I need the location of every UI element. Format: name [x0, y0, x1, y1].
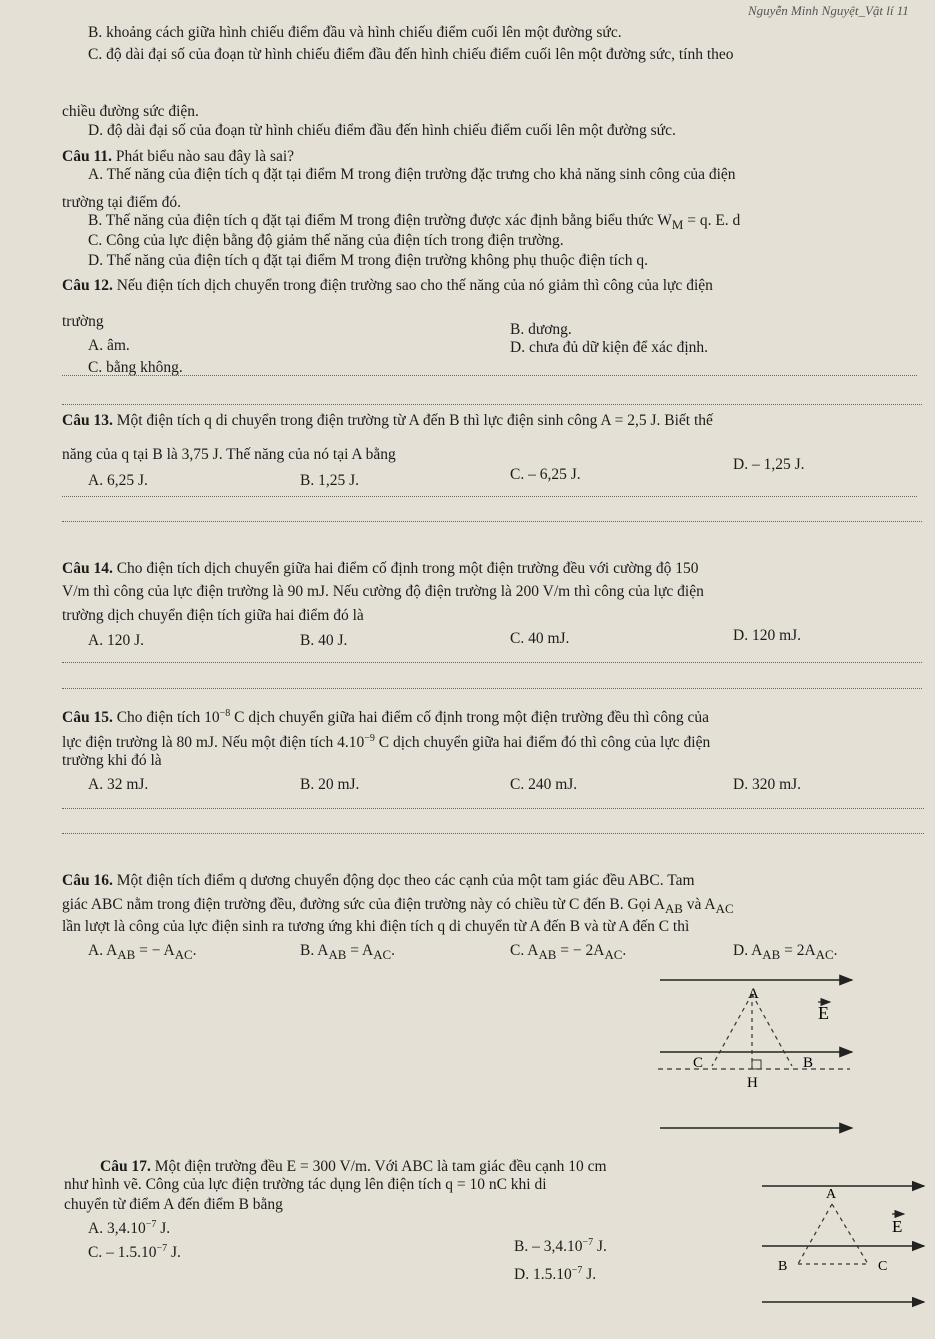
q14-label: Câu 14.: [62, 560, 113, 577]
q15-label: Câu 15.: [62, 709, 113, 727]
q11-option-a-cont: trường tại điểm đó.: [62, 194, 182, 211]
q17-stem: [100, 1158, 607, 1176]
q16-a-text: A. A: [88, 942, 118, 959]
q14-option-b: B. 40 J.: [300, 632, 348, 649]
q14-option-c: C. 40 mJ.: [510, 630, 570, 647]
q16-stem-cont2: lần lượt là công của lực điện sinh ra tương ứng khi điện tích q di chuyển từ A đến B và từ A đến C thì: [62, 918, 690, 935]
q13-stem-cont: năng của q tại B là 3,75 J. Thế năng của nó tại A bằng: [62, 446, 396, 463]
q17-c-text: C. – 1.5.10: [88, 1244, 157, 1262]
q16-c-text: C. A: [510, 942, 539, 959]
q17-a-text: A. 3,4.10: [88, 1220, 146, 1238]
q16-sub-ab: AB: [664, 901, 683, 917]
q16-option-a: [88, 942, 197, 964]
triangle-side-ab: [752, 994, 792, 1066]
q13-text: Một điện tích q di chuyển trong điện trường từ A đến B thì lực điện sinh công A = 2,5 J. Biết thế: [116, 412, 713, 429]
label-e: E: [892, 1217, 903, 1236]
q17-d-unit: J.: [582, 1266, 597, 1284]
q12-option-d: D. chưa đủ dữ kiện để xác định.: [510, 339, 709, 356]
q16-b-sub2: AC: [373, 947, 392, 963]
q16-figure: [640, 962, 870, 1142]
answer-dotted-line: [62, 662, 922, 663]
q16-b-dot: .: [391, 942, 396, 959]
q17-a-exp: −7: [145, 1219, 157, 1230]
answer-dotted-line: [62, 521, 922, 522]
q11-option-d: D. Thế năng của điện tích q đặt tại điểm M trong điện trường không phụ thuộc điện tích q.: [88, 252, 648, 269]
q15-option-a: A. 32 mJ.: [88, 776, 149, 793]
q17-text: Một điện trường đều E = 300 V/m. Với ABC là tam giác đều cạnh 10 cm: [154, 1158, 607, 1175]
q13-option-a: A. 6,25 J.: [88, 472, 148, 489]
answer-dotted-line: [62, 833, 924, 834]
q15-exp1: −8: [219, 708, 231, 719]
q11-option-a: A. Thế năng của điện tích q đặt tại điểm M trong điện trường đặc trưng cho khả năng sinh công của điện: [88, 166, 736, 183]
q10-option-c: C. độ dài đại số của đoạn từ hình chiếu điểm đầu đến hình chiếu điểm cuối lên một đường sức, tính theo: [88, 46, 734, 63]
triangle-side-ac: [832, 1204, 868, 1264]
q11-option-c: C. Công của lực điện bằng độ giảm thế năng của điện tích trong điện trường.: [88, 232, 564, 249]
q15-stem-cont2: trường khi đó là: [62, 752, 162, 769]
q16-text: Một điện tích điểm q dương chuyển động dọc theo các cạnh của một tam giác đều ABC. Tam: [116, 872, 695, 889]
q16-d-text: D. A: [733, 942, 763, 959]
q15-option-d: D. 320 mJ.: [733, 776, 802, 793]
q17-b-exp: −7: [582, 1237, 594, 1248]
label-b: B: [778, 1259, 788, 1274]
label-c: C: [693, 1055, 704, 1071]
q15-text-a: Cho điện tích 10: [116, 709, 220, 727]
q17-option-d: [514, 1262, 596, 1284]
q17-d-exp: −7: [571, 1265, 583, 1276]
answer-dotted-line: [62, 404, 922, 405]
q14-text: Cho điện tích dịch chuyển giữa hai điểm cố định trong một điện trường đều với cường độ 150: [116, 560, 699, 577]
q12-option-c: C. bằng không.: [88, 359, 183, 376]
label-h: H: [747, 1075, 758, 1091]
q13-option-d: D. – 1,25 J.: [733, 456, 805, 473]
q13-option-b: B. 1,25 J.: [300, 472, 359, 489]
q15-option-b: B. 20 mJ.: [300, 776, 360, 793]
q11-text: Phát biểu nào sau đây là sai?: [115, 148, 295, 165]
label-b: B: [803, 1055, 814, 1071]
answer-dotted-line: [62, 808, 924, 809]
q16-d-sub1: AB: [762, 947, 781, 963]
q16-a-rest: = − A: [135, 942, 175, 959]
q13-option-c: C. – 6,25 J.: [510, 466, 581, 483]
answer-dotted-line: [62, 375, 917, 376]
q11-formula: $W_M = q$. E. d: [657, 212, 741, 233]
q10-option-d: D. độ dài đại số của đoạn từ hình chiếu điểm đầu đến hình chiếu điểm cuối lên một đường sức.: [88, 122, 676, 139]
q17-option-b: [514, 1234, 607, 1256]
q12-stem: [62, 277, 713, 295]
q16-label: Câu 16.: [62, 872, 113, 889]
q14-option-a: A. 120 J.: [88, 632, 144, 649]
q12-option-b: B. dương.: [510, 321, 572, 338]
q17-b-text: B. – 3,4.10: [514, 1238, 583, 1256]
q17-stem-cont: như hình vẽ. Công của lực điện trường tác dụng lên điện tích q = 10 nC khi di: [64, 1176, 547, 1193]
triangle-side-ab: [798, 1204, 832, 1264]
q16-c-sub2: AC: [604, 947, 623, 963]
q16-option-b: [300, 942, 395, 964]
q10-option-b: B. khoảng cách giữa hình chiếu điểm đầu và hình chiếu điểm cuối lên một đường sức.: [88, 24, 622, 41]
q17-figure: [752, 1172, 934, 1312]
q16-stem-cont: [62, 896, 734, 918]
q15-text-b: C dịch chuyển giữa hai điểm cố định trong một điện trường đều thì công của: [230, 709, 709, 727]
q13-label: Câu 13.: [62, 412, 113, 429]
q14-stem: [62, 560, 699, 578]
right-angle-mark: [752, 1060, 761, 1069]
q12-label: Câu 12.: [62, 277, 113, 294]
q16-option-d: [733, 942, 837, 964]
q17-stem-cont2: chuyển từ điểm A đến điểm B bằng: [64, 1196, 283, 1213]
q17-option-c: [88, 1240, 181, 1262]
q17-c-exp: −7: [156, 1243, 168, 1254]
answer-dotted-line: [62, 688, 922, 689]
q16-a-dot: .: [192, 942, 197, 959]
q15-exp2: −9: [364, 733, 375, 744]
q11-option-b: [88, 212, 740, 234]
q12-text: Nếu điện tích dịch chuyển trong điện trường sao cho thế năng của nó giảm thì công của lực điện: [116, 277, 713, 294]
label-e: E: [818, 1003, 829, 1023]
q16-option-c: [510, 942, 626, 964]
q17-a-unit: J.: [156, 1220, 171, 1238]
q16-a-sub2: AC: [174, 947, 193, 963]
q17-b-unit: J.: [593, 1238, 607, 1256]
q16-b-sub1: AB: [328, 947, 347, 963]
q17-d-text: D. 1.5.10: [514, 1266, 572, 1284]
q14-option-d: D. 120 mJ.: [733, 627, 802, 644]
q10-option-c-cont: chiều đường sức điện.: [62, 103, 199, 120]
label-a: A: [826, 1187, 837, 1202]
q11-stem: [62, 148, 294, 166]
triangle-side-ac: [712, 994, 752, 1066]
q14-stem-cont2: trường dịch chuyển điện tích giữa hai điểm đó là: [62, 607, 364, 624]
q15-stem: [62, 705, 709, 727]
q17-c-unit: J.: [167, 1244, 181, 1262]
q15-text2-b: C dịch chuyển giữa hai điểm đó thì công của lực điện: [374, 734, 711, 752]
q16-d-dot: .: [833, 942, 838, 959]
q16-text2-end: và A: [682, 896, 716, 913]
q16-text2: giác ABC nằm trong điện trường đều, đường sức của điện trường này có chiều từ C đến B. Gọi A: [62, 896, 665, 913]
label-a: A: [748, 986, 759, 1002]
page-header: Nguyễn Minh Nguyệt_Vật lí 11: [748, 3, 909, 18]
q17-option-a: [88, 1216, 170, 1238]
q16-sub-ac: AC: [715, 901, 734, 917]
q17-label: Câu 17.: [100, 1158, 151, 1175]
q15-text2-a: lực điện trường là 80 mJ. Nếu một điện tích 4.10: [62, 734, 365, 752]
q14-stem-cont: V/m thì công của lực điện trường là 90 mJ. Nếu cường độ điện trường là 200 V/m thì công của lực điện: [62, 583, 704, 600]
q16-c-rest: = − 2A: [556, 942, 605, 959]
q16-b-text: B. A: [300, 942, 329, 959]
q16-c-dot: .: [622, 942, 627, 959]
q15-option-c: C. 240 mJ.: [510, 776, 578, 793]
q12-stem-cont: trường: [62, 313, 104, 330]
q11-option-b-text: B. Thế năng của điện tích q đặt tại điểm M trong điện trường được xác định bằng biểu thức: [88, 212, 654, 229]
q16-a-sub1: AB: [117, 947, 136, 963]
label-c: C: [878, 1259, 888, 1274]
q11-label: Câu 11.: [62, 148, 112, 165]
q16-d-rest: = 2A: [780, 942, 816, 959]
q16-d-sub2: AC: [815, 947, 834, 963]
q15-stem-cont: [62, 730, 710, 752]
answer-dotted-line: [62, 496, 917, 497]
q12-option-a: A. âm.: [88, 337, 130, 354]
q13-stem: [62, 412, 713, 430]
q16-stem: [62, 872, 695, 890]
q16-b-rest: = A: [346, 942, 374, 959]
q16-c-sub1: AB: [538, 947, 557, 963]
